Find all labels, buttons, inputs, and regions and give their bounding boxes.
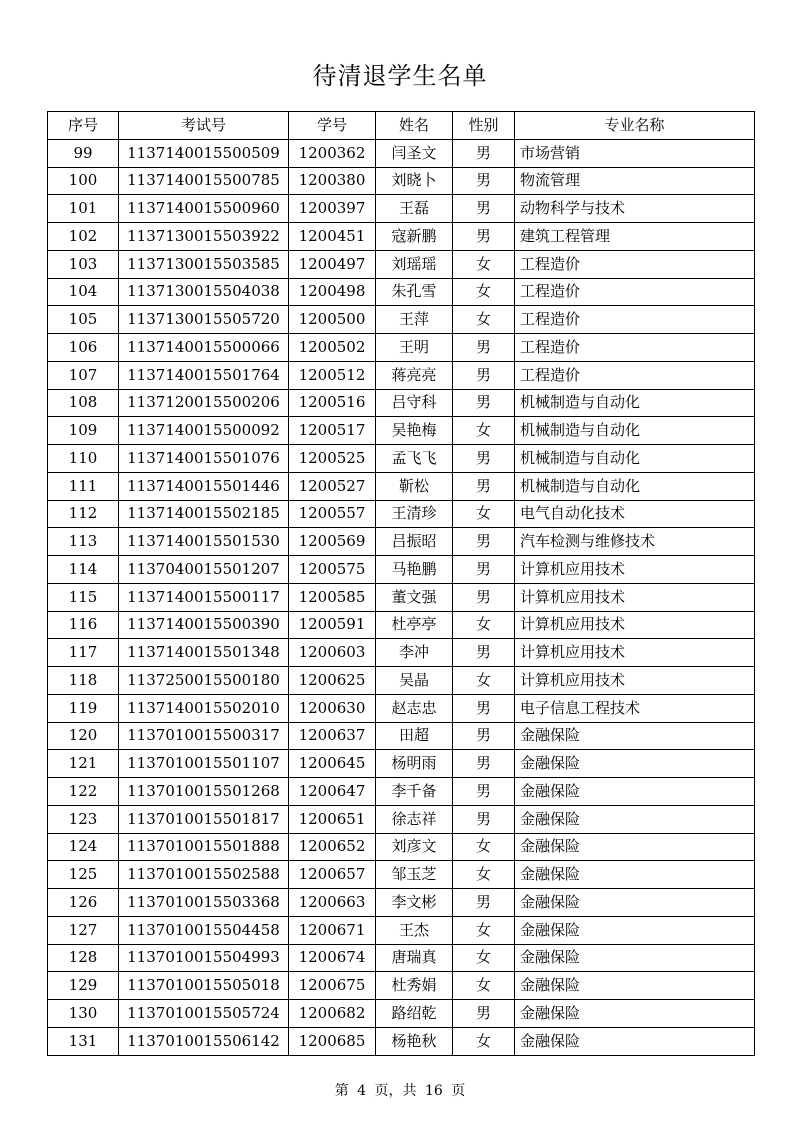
cell-gender: 男	[453, 750, 515, 778]
cell-seq: 121	[48, 750, 119, 778]
cell-seq: 116	[48, 611, 119, 639]
cell-student-no: 1200674	[289, 944, 376, 972]
cell-seq: 103	[48, 250, 119, 278]
cell-gender: 男	[453, 167, 515, 195]
cell-exam-no: 1137010015505724	[119, 1000, 289, 1028]
cell-major: 汽车检测与维修技术	[515, 528, 755, 556]
cell-seq: 111	[48, 472, 119, 500]
cell-seq: 109	[48, 417, 119, 445]
cell-seq: 108	[48, 389, 119, 417]
header-exam-no: 考试号	[119, 112, 289, 140]
cell-name: 马艳鹏	[376, 556, 453, 584]
table-row	[48, 278, 755, 306]
cell-seq: 124	[48, 833, 119, 861]
cell-exam-no: 1137130015503922	[119, 223, 289, 251]
cell-name: 朱孔雪	[376, 278, 453, 306]
cell-exam-no: 1137250015500180	[119, 667, 289, 695]
cell-seq: 122	[48, 778, 119, 806]
table-row	[48, 556, 755, 584]
cell-gender: 男	[453, 472, 515, 500]
cell-student-no: 1200557	[289, 500, 376, 528]
cell-exam-no: 1137140015500509	[119, 139, 289, 167]
cell-gender: 男	[453, 528, 515, 556]
cell-student-no: 1200647	[289, 778, 376, 806]
cell-gender: 男	[453, 389, 515, 417]
cell-student-no: 1200397	[289, 195, 376, 223]
cell-exam-no: 1137010015504458	[119, 916, 289, 944]
page-current: 4	[357, 1083, 367, 1099]
cell-student-no: 1200502	[289, 334, 376, 362]
cell-student-no: 1200569	[289, 528, 376, 556]
cell-student-no: 1200500	[289, 306, 376, 334]
table-row	[48, 472, 755, 500]
cell-gender: 女	[453, 417, 515, 445]
cell-exam-no: 1137010015503368	[119, 889, 289, 917]
cell-name: 路绍乾	[376, 1000, 453, 1028]
table-row	[48, 195, 755, 223]
cell-student-no: 1200585	[289, 583, 376, 611]
table-row	[48, 722, 755, 750]
cell-name: 王清珍	[376, 500, 453, 528]
cell-gender: 男	[453, 889, 515, 917]
cell-exam-no: 1137010015504993	[119, 944, 289, 972]
table-row	[48, 250, 755, 278]
cell-exam-no: 1137010015501888	[119, 833, 289, 861]
cell-seq: 112	[48, 500, 119, 528]
cell-major: 金融保险	[515, 805, 755, 833]
cell-exam-no: 1137010015501268	[119, 778, 289, 806]
table-row	[48, 889, 755, 917]
cell-student-no: 1200675	[289, 972, 376, 1000]
cell-name: 刘瑶瑶	[376, 250, 453, 278]
cell-major: 工程造价	[515, 278, 755, 306]
cell-exam-no: 1137140015500092	[119, 417, 289, 445]
cell-student-no: 1200682	[289, 1000, 376, 1028]
table-row	[48, 778, 755, 806]
cell-student-no: 1200575	[289, 556, 376, 584]
cell-gender: 男	[453, 583, 515, 611]
cell-major: 金融保险	[515, 889, 755, 917]
cell-seq: 117	[48, 639, 119, 667]
cell-gender: 女	[453, 611, 515, 639]
cell-name: 孟飞飞	[376, 445, 453, 473]
page-title: 待清退学生名单	[312, 62, 488, 90]
cell-major: 计算机应用技术	[515, 583, 755, 611]
cell-exam-no: 1137140015501076	[119, 445, 289, 473]
cell-major: 计算机应用技术	[515, 639, 755, 667]
cell-name: 杜亭亭	[376, 611, 453, 639]
table-row	[48, 306, 755, 334]
table-row	[48, 750, 755, 778]
cell-gender: 男	[453, 334, 515, 362]
cell-student-no: 1200525	[289, 445, 376, 473]
cell-name: 王萍	[376, 306, 453, 334]
cell-exam-no: 1137140015500390	[119, 611, 289, 639]
table-row	[48, 528, 755, 556]
cell-gender: 男	[453, 805, 515, 833]
cell-major: 金融保险	[515, 778, 755, 806]
cell-exam-no: 1137010015506142	[119, 1027, 289, 1055]
cell-student-no: 1200685	[289, 1027, 376, 1055]
table-row	[48, 861, 755, 889]
cell-name: 吕振昭	[376, 528, 453, 556]
table-row	[48, 583, 755, 611]
cell-seq: 110	[48, 445, 119, 473]
cell-gender: 男	[453, 195, 515, 223]
cell-major: 动物科学与技术	[515, 195, 755, 223]
header-gender: 性别	[453, 112, 515, 140]
cell-gender: 男	[453, 722, 515, 750]
cell-major: 机械制造与自动化	[515, 417, 755, 445]
cell-major: 工程造价	[515, 361, 755, 389]
cell-gender: 女	[453, 944, 515, 972]
cell-exam-no: 1137140015501764	[119, 361, 289, 389]
table-row	[48, 916, 755, 944]
cell-exam-no: 1137130015503585	[119, 250, 289, 278]
cell-gender: 男	[453, 1000, 515, 1028]
table-row	[48, 167, 755, 195]
table-row	[48, 417, 755, 445]
table-row	[48, 667, 755, 695]
cell-major: 金融保险	[515, 1027, 755, 1055]
cell-name: 吕守科	[376, 389, 453, 417]
header-seq: 序号	[48, 112, 119, 140]
table-body	[48, 139, 755, 1055]
cell-student-no: 1200671	[289, 916, 376, 944]
cell-gender: 男	[453, 445, 515, 473]
cell-name: 田超	[376, 722, 453, 750]
cell-exam-no: 1137010015501107	[119, 750, 289, 778]
cell-major: 计算机应用技术	[515, 667, 755, 695]
cell-gender: 女	[453, 250, 515, 278]
cell-major: 金融保险	[515, 833, 755, 861]
cell-seq: 100	[48, 167, 119, 195]
cell-exam-no: 1137140015501348	[119, 639, 289, 667]
table-row	[48, 639, 755, 667]
cell-gender: 男	[453, 139, 515, 167]
header-name: 姓名	[376, 112, 453, 140]
cell-major: 机械制造与自动化	[515, 389, 755, 417]
cell-exam-no: 1137140015502185	[119, 500, 289, 528]
cell-major: 市场营销	[515, 139, 755, 167]
cell-exam-no: 1137130015505720	[119, 306, 289, 334]
cell-student-no: 1200498	[289, 278, 376, 306]
cell-major: 计算机应用技术	[515, 556, 755, 584]
cell-student-no: 1200651	[289, 805, 376, 833]
cell-name: 闫圣文	[376, 139, 453, 167]
cell-student-no: 1200645	[289, 750, 376, 778]
cell-student-no: 1200380	[289, 167, 376, 195]
cell-student-no: 1200637	[289, 722, 376, 750]
cell-student-no: 1200512	[289, 361, 376, 389]
cell-seq: 126	[48, 889, 119, 917]
table-row	[48, 445, 755, 473]
header-major: 专业名称	[515, 112, 755, 140]
cell-name: 李文彬	[376, 889, 453, 917]
cell-name: 王磊	[376, 195, 453, 223]
cell-seq: 99	[48, 139, 119, 167]
cell-student-no: 1200652	[289, 833, 376, 861]
cell-name: 蒋亮亮	[376, 361, 453, 389]
cell-major: 电子信息工程技术	[515, 694, 755, 722]
header-student-no: 学号	[289, 112, 376, 140]
table-row	[48, 334, 755, 362]
cell-seq: 119	[48, 694, 119, 722]
table-row	[48, 1000, 755, 1028]
cell-major: 建筑工程管理	[515, 223, 755, 251]
table-row	[48, 500, 755, 528]
cell-seq: 114	[48, 556, 119, 584]
page-prefix: 第	[334, 1083, 349, 1099]
cell-exam-no: 1137010015500317	[119, 722, 289, 750]
cell-name: 靳松	[376, 472, 453, 500]
cell-seq: 128	[48, 944, 119, 972]
cell-major: 工程造价	[515, 334, 755, 362]
page-total: 16	[425, 1083, 443, 1099]
cell-major: 工程造价	[515, 306, 755, 334]
cell-name: 吴晶	[376, 667, 453, 695]
table-row	[48, 361, 755, 389]
cell-name: 杨明雨	[376, 750, 453, 778]
cell-exam-no: 1137140015500960	[119, 195, 289, 223]
table-row	[48, 833, 755, 861]
table-row	[48, 139, 755, 167]
cell-seq: 113	[48, 528, 119, 556]
cell-student-no: 1200603	[289, 639, 376, 667]
table-row	[48, 611, 755, 639]
cell-gender: 女	[453, 972, 515, 1000]
cell-name: 刘晓卜	[376, 167, 453, 195]
cell-exam-no: 1137010015505018	[119, 972, 289, 1000]
cell-exam-no: 1137140015500066	[119, 334, 289, 362]
cell-exam-no: 1137120015500206	[119, 389, 289, 417]
cell-name: 王明	[376, 334, 453, 362]
cell-name: 李冲	[376, 639, 453, 667]
cell-gender: 男	[453, 639, 515, 667]
cell-name: 杜秀娟	[376, 972, 453, 1000]
page-mid: 页，共	[374, 1083, 417, 1099]
table-row	[48, 972, 755, 1000]
cell-name: 董文强	[376, 583, 453, 611]
cell-exam-no: 1137140015502010	[119, 694, 289, 722]
cell-seq: 102	[48, 223, 119, 251]
cell-name: 李千备	[376, 778, 453, 806]
cell-exam-no: 1137130015504038	[119, 278, 289, 306]
cell-gender: 男	[453, 556, 515, 584]
cell-major: 机械制造与自动化	[515, 445, 755, 473]
cell-major: 金融保险	[515, 1000, 755, 1028]
cell-exam-no: 1137140015501446	[119, 472, 289, 500]
cell-gender: 女	[453, 306, 515, 334]
cell-name: 刘彦文	[376, 833, 453, 861]
table-row	[48, 944, 755, 972]
cell-student-no: 1200663	[289, 889, 376, 917]
page-suffix: 页	[451, 1083, 466, 1099]
cell-seq: 131	[48, 1027, 119, 1055]
cell-exam-no: 1137140015501530	[119, 528, 289, 556]
cell-student-no: 1200527	[289, 472, 376, 500]
cell-student-no: 1200517	[289, 417, 376, 445]
cell-gender: 女	[453, 1027, 515, 1055]
cell-exam-no: 1137040015501207	[119, 556, 289, 584]
cell-major: 金融保险	[515, 972, 755, 1000]
table-row	[48, 805, 755, 833]
cell-exam-no: 1137010015501817	[119, 805, 289, 833]
cell-name: 唐瑞真	[376, 944, 453, 972]
table-header-row	[48, 112, 755, 140]
cell-gender: 男	[453, 361, 515, 389]
cell-seq: 125	[48, 861, 119, 889]
cell-seq: 104	[48, 278, 119, 306]
cell-major: 金融保险	[515, 722, 755, 750]
table-row	[48, 223, 755, 251]
cell-student-no: 1200497	[289, 250, 376, 278]
cell-seq: 123	[48, 805, 119, 833]
cell-student-no: 1200657	[289, 861, 376, 889]
cell-exam-no: 1137010015502588	[119, 861, 289, 889]
cell-name: 寇新鹏	[376, 223, 453, 251]
cell-exam-no: 1137140015500117	[119, 583, 289, 611]
cell-major: 金融保险	[515, 861, 755, 889]
cell-name: 王杰	[376, 916, 453, 944]
cell-major: 金融保险	[515, 916, 755, 944]
cell-major: 金融保险	[515, 944, 755, 972]
cell-name: 邹玉芝	[376, 861, 453, 889]
cell-student-no: 1200625	[289, 667, 376, 695]
cell-seq: 115	[48, 583, 119, 611]
cell-gender: 男	[453, 694, 515, 722]
cell-major: 金融保险	[515, 750, 755, 778]
cell-seq: 107	[48, 361, 119, 389]
cell-major: 物流管理	[515, 167, 755, 195]
cell-gender: 女	[453, 916, 515, 944]
cell-exam-no: 1137140015500785	[119, 167, 289, 195]
cell-major: 电气自动化技术	[515, 500, 755, 528]
cell-gender: 女	[453, 833, 515, 861]
cell-major: 工程造价	[515, 250, 755, 278]
cell-seq: 105	[48, 306, 119, 334]
cell-seq: 127	[48, 916, 119, 944]
cell-seq: 101	[48, 195, 119, 223]
cell-seq: 118	[48, 667, 119, 695]
cell-name: 杨艳秋	[376, 1027, 453, 1055]
cell-name: 徐志祥	[376, 805, 453, 833]
cell-seq: 106	[48, 334, 119, 362]
cell-seq: 120	[48, 722, 119, 750]
cell-seq: 130	[48, 1000, 119, 1028]
cell-student-no: 1200591	[289, 611, 376, 639]
cell-major: 机械制造与自动化	[515, 472, 755, 500]
cell-gender: 女	[453, 500, 515, 528]
cell-name: 赵志忠	[376, 694, 453, 722]
page-footer	[0, 1080, 800, 1100]
cell-gender: 女	[453, 861, 515, 889]
cell-gender: 男	[453, 223, 515, 251]
cell-gender: 女	[453, 278, 515, 306]
cell-seq: 129	[48, 972, 119, 1000]
cell-student-no: 1200516	[289, 389, 376, 417]
cell-name: 吴艳梅	[376, 417, 453, 445]
cell-gender: 女	[453, 667, 515, 695]
cell-gender: 男	[453, 778, 515, 806]
table-row	[48, 389, 755, 417]
table-row	[48, 694, 755, 722]
student-table	[47, 111, 755, 1056]
table-row	[48, 1027, 755, 1055]
cell-student-no: 1200630	[289, 694, 376, 722]
cell-student-no: 1200362	[289, 139, 376, 167]
cell-major: 计算机应用技术	[515, 611, 755, 639]
cell-student-no: 1200451	[289, 223, 376, 251]
